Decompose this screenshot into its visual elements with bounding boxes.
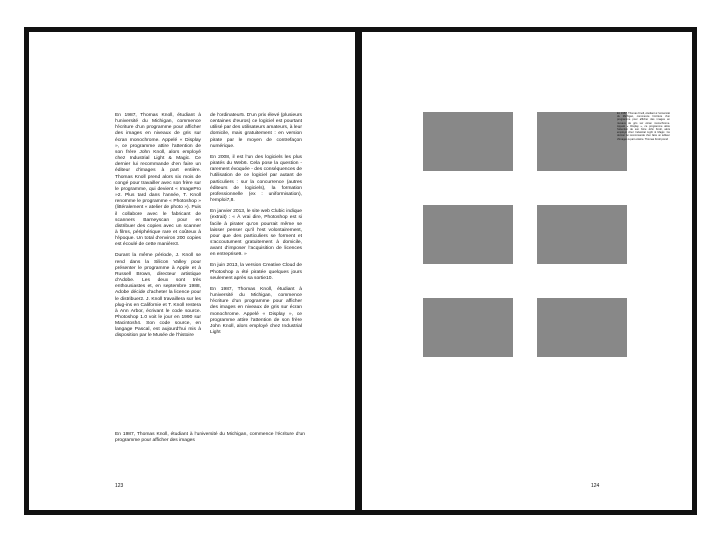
page-number-right: 124 bbox=[591, 483, 600, 489]
image-placeholder bbox=[423, 112, 513, 171]
image-caption: En 1987, Thomas Knoll, étudiant à l’université du Michigan, commence l’écriture d’un programme pour afficher des images en niveaux de gris sur écran monochrome. Appelé « Display », ce programme attire l’attention de son frère John Knoll, alors employé chez Industrial Light & Magic. Ce dernier lui recommande d’en faire un éditeur d’images à part entière. Thomas Knoll prend bbox=[617, 112, 670, 141]
text-column-2 bbox=[210, 113, 302, 336]
image-placeholder bbox=[537, 205, 627, 264]
image-placeholder bbox=[423, 205, 513, 264]
image-placeholder bbox=[423, 298, 513, 357]
paragraph: En 1987, Thomas Knoll, étudiant à l’université du Michigan, commence l’écriture d’un programme pour afficher des images en niveaux de gris sur écran monochrome. Appelé « Display », ce programme attire l’attention de son frère John Knoll, alors employé chez Industrial Light bbox=[210, 286, 302, 335]
book-spread bbox=[24, 27, 697, 515]
paragraph: de l’ordinateur5. D’un prix élevé (plusieurs centaines d’euros) ce logiciel est pourtant utilisé par des utilisateurs amateurs, à leur domicile, mais gratuitement : en version pirate par le moyen de contrefaçon numérique. bbox=[210, 113, 302, 149]
left-page bbox=[29, 32, 355, 510]
paragraph: Durant la même période, J. Knoll se rend dans la Silicon Valley pour présenter le programme à Apple et à Russell Brown, directeur artistique d’Adobe. Les deux sont très enthousiastes et, en septembre 1988, Adobe décide d’acheter la licence pour le distribuer2. J. Knoll travaillera sur les plug-ins en Californie et T. Knoll restera à Ann Arbor, écrivant le code source. Photoshop 1.0 voit le jour en 1990 sur Macintosh4. Son code source, en langage Pascal, est aujourd’hui mis à disposition par le Musée de l’histoire bbox=[115, 253, 201, 339]
paragraph: En janvier 2013, le site web Clubic indique (extrait) : « À vrai dire, Photoshop est si facile à pirater qu’on pourrait même se laisser penser qu’il l’est volontairement, pour que des particuliers se forment et s’accoutument gratuitement à domicile, avant d’imposer l’acquisition de licences en entreprise9. » bbox=[210, 209, 302, 258]
image-placeholder bbox=[537, 298, 627, 357]
text-column-1 bbox=[115, 113, 201, 340]
right-page bbox=[362, 32, 692, 510]
paragraph: En 1987, Thomas Knoll, étudiant à l’université du Michigan, commence l’écriture d’un programme pour afficher des images en niveaux de gris sur écran monochrome. Appelé « Display », ce programme attire l’attention de son frère John Knoll, alors employé chez Industrial Light & Magic. Ce dernier lui recommande d’en faire un éditeur d’images à part entière. Thomas Knoll prend alors six mois de congé pour travailler avec son frère sur le programme, qui devient « ImagePro »2. Plus tard dans l’année, T. Knoll renomme le programme « Photoshop » (littéralement « atelier de photo »). Puis il collabore avec le fabricant de scanners Barneyscan pour en distribuer des copies avec un scanner à films, périphérique rare et coûteux à l’époque. Un total d’environ 200 copies est écoulé de cette manière3. bbox=[115, 113, 201, 248]
image-placeholder bbox=[537, 112, 627, 171]
page-number-left: 123 bbox=[115, 483, 124, 489]
footnote: En 1987, Thomas Knoll, étudiant à l’université du Michigan, commence l’écriture d’un programme pour afficher des images bbox=[115, 432, 305, 444]
paragraph: En juin 2013, la version Creative Cloud de Photoshop a été piratée quelques jours seulement après sa sortie10. bbox=[210, 263, 302, 281]
paragraph: En 2008, il est l’un des logiciels les plus piratés du Web6. Cela pose la question - rarement évoquée - des conséquences de l’utilisation de ce logiciel par autant de particuliers : sur la concurrence (autres éditeurs de logiciels), la formation professionnelle (ex : uniformisation), l’emploi7,8. bbox=[210, 154, 302, 204]
